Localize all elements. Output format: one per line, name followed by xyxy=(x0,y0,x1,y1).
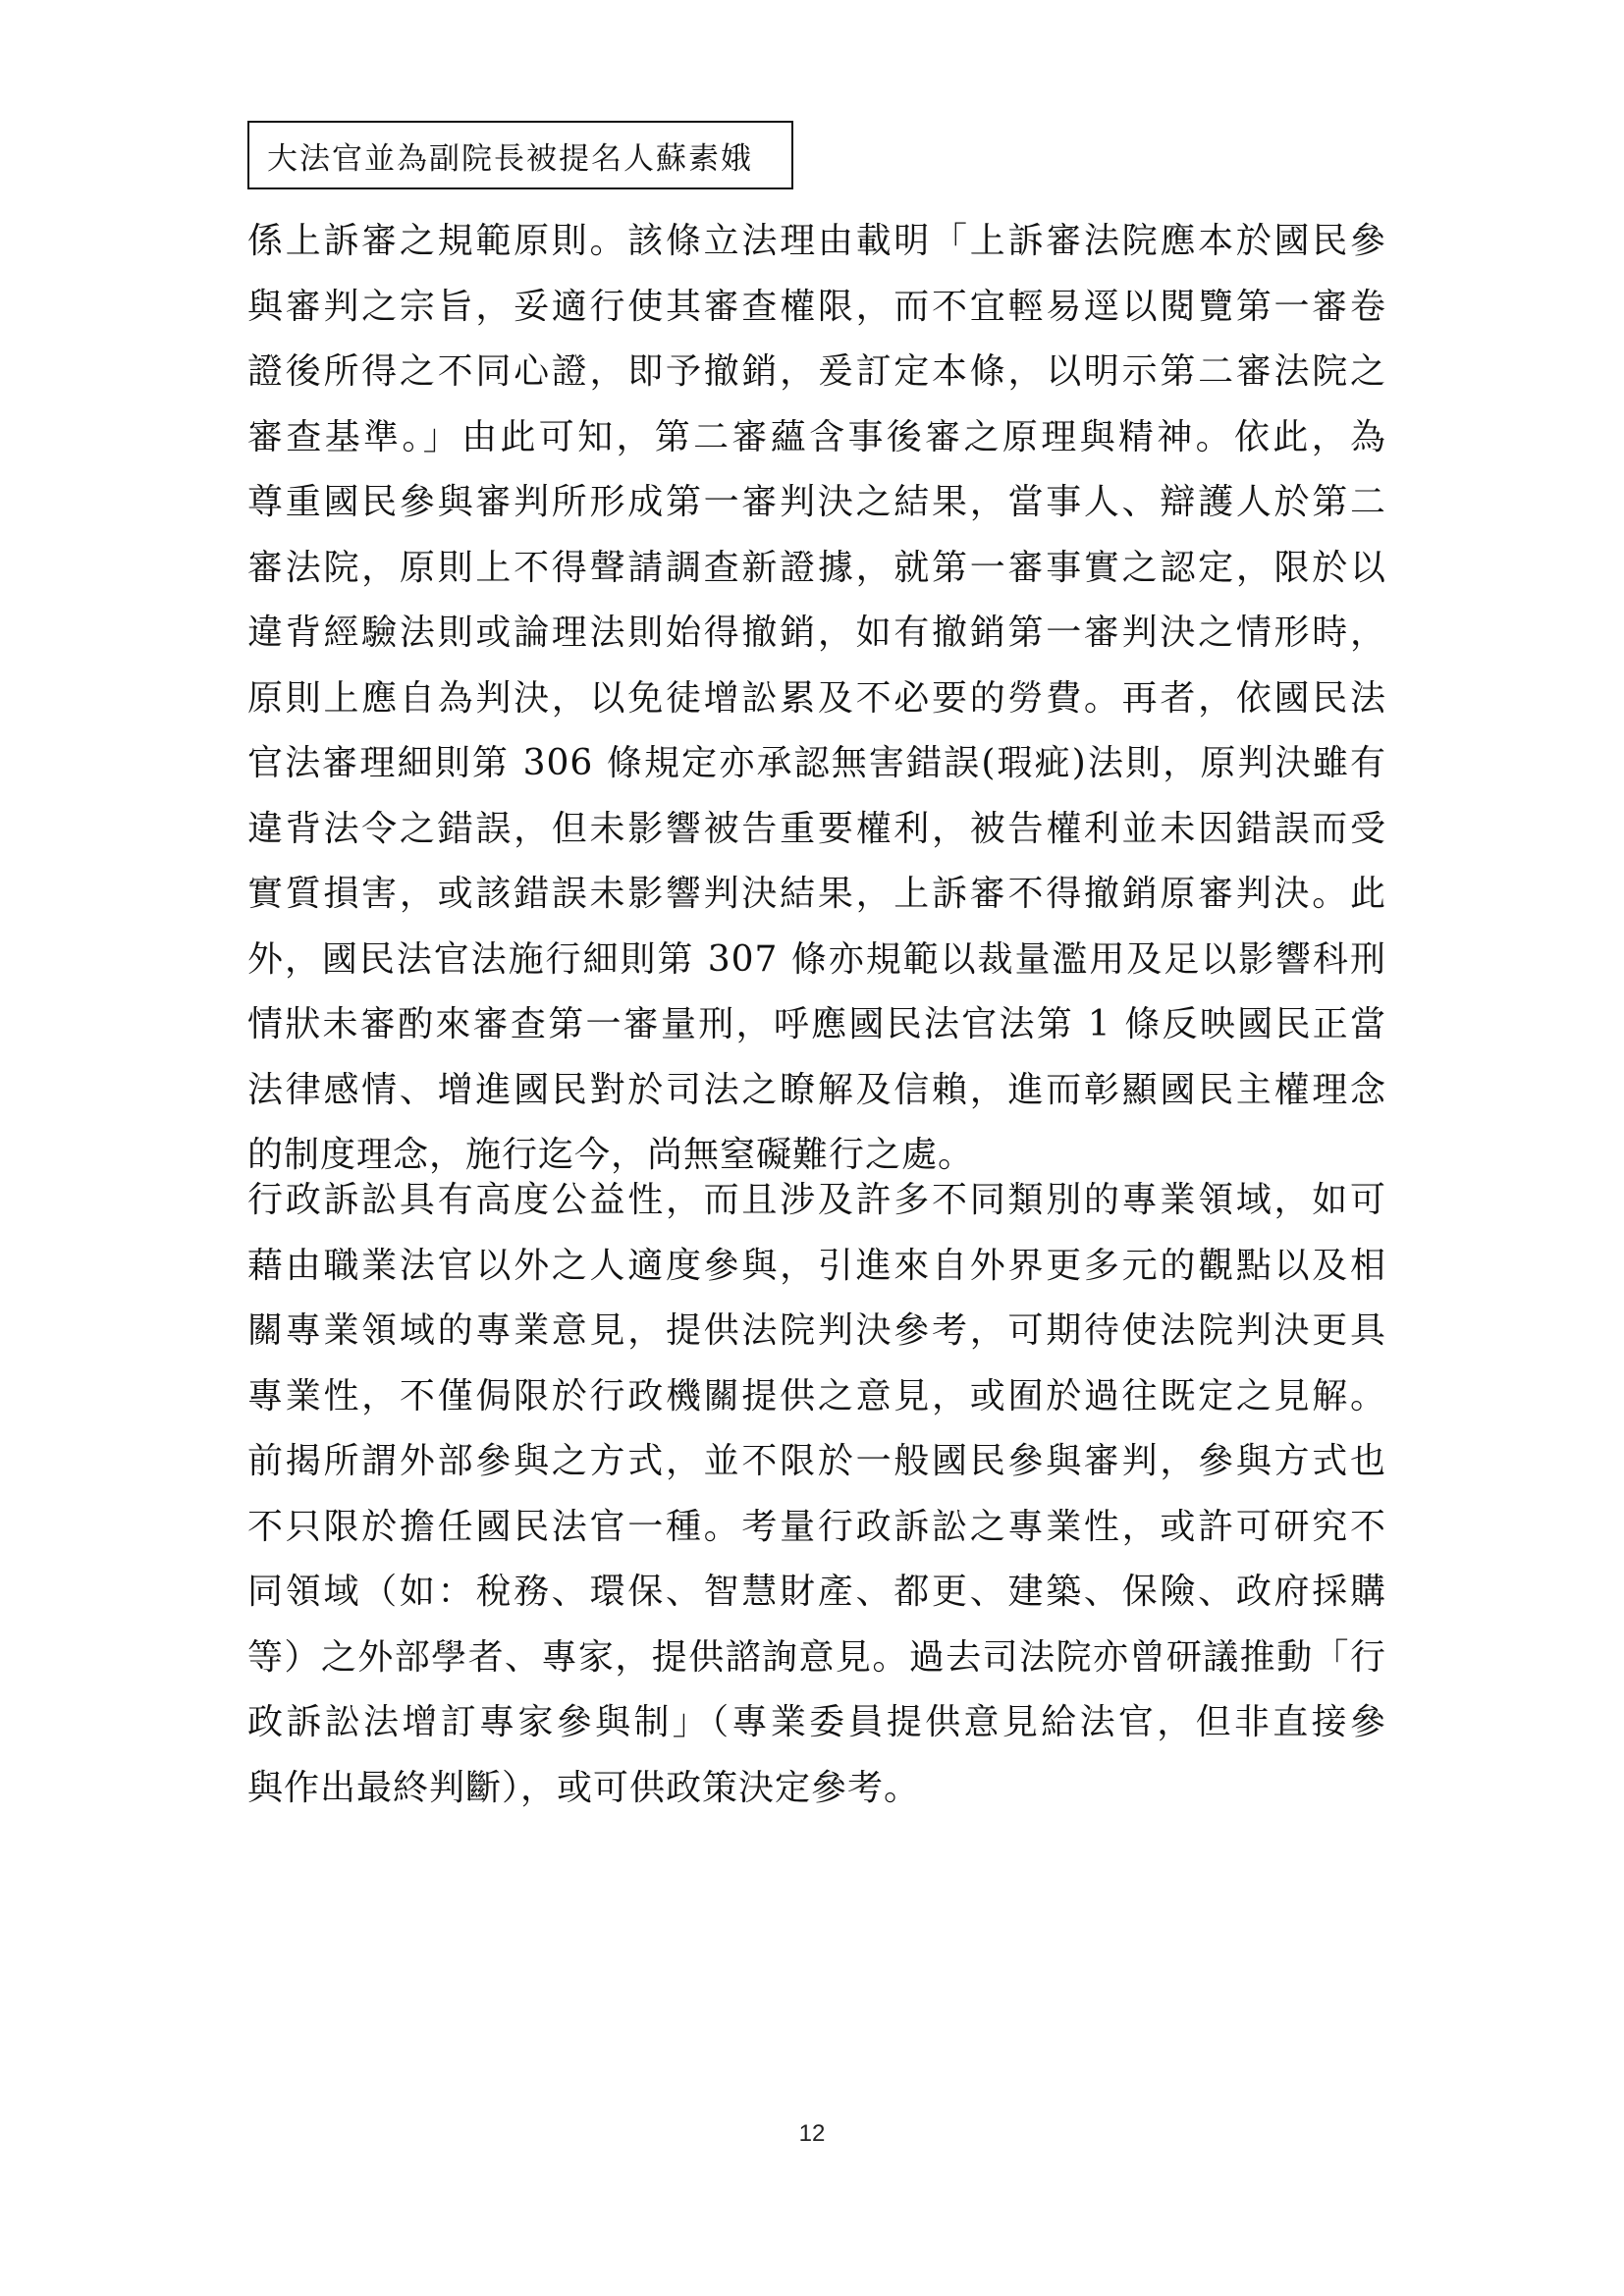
paragraph-line: 政訴訟法增訂專家參與制」（專業委員提供意見給法官，但非直接參 xyxy=(247,1702,1386,1742)
paragraph-line: 的制度理念，施行迄今，尚無窒礙難行之處。 xyxy=(247,1135,975,1175)
paragraph-line: 審查基準。」由此可知，第二審蘊含事後審之原理與精神。依此，為 xyxy=(247,416,1386,457)
paragraph-line: 關專業領域的專業意見，提供法院判決參考，可期待使法院判決更具 xyxy=(247,1310,1386,1351)
paragraph-line: 官法審理細則第 306 條規定亦承認無害錯誤(瑕疵)法則，原判決雖有 xyxy=(247,743,1386,783)
nominee-header-label: 大法官並為副院長被提名人蘇素娥 xyxy=(267,140,753,177)
paragraph-line: 與作出最終判斷），或可供政策決定參考。 xyxy=(247,1767,921,1808)
paragraph-line: 尊重國民參與審判所形成第一審判決之結果，當事人、辯護人於第二 xyxy=(247,482,1386,522)
paragraph-line: 係上訴審之規範原則。該條立法理由載明「上訴審法院應本於國民參 xyxy=(247,221,1386,261)
paragraph-line: 原則上應自為判決，以免徒增訟累及不必要的勞費。再者，依國民法 xyxy=(247,677,1386,719)
paragraph-line: 違背經驗法則或論理法則始得撤銷，如有撤銷第一審判決之情形時， xyxy=(247,613,1386,653)
paragraph-line: 等）之外部學者、專家，提供諮詢意見。過去司法院亦曾研議推動「行 xyxy=(247,1636,1386,1678)
page-number: 12 xyxy=(798,2120,826,2147)
paragraph-line: 法律感情、增進國民對於司法之瞭解及信賴，進而彰顯國民主權理念 xyxy=(247,1069,1386,1110)
paragraph-line: 違背法令之錯誤，但未影響被告重要權利，被告權利並未因錯誤而受 xyxy=(247,808,1386,849)
paragraph-1 xyxy=(247,209,1386,1189)
paragraph-line: 證後所得之不同心證，即予撤銷，爰訂定本條，以明示第二審法院之 xyxy=(247,351,1386,392)
paragraph-line: 與審判之宗旨，妥適行使其審查權限，而不宜輕易逕以閱覽第一審卷 xyxy=(247,286,1386,327)
paragraph-line: 外，國民法官法施行細則第 307 條亦規範以裁量濫用及足以影響科刑 xyxy=(247,938,1386,980)
paragraph-2 xyxy=(247,1168,1386,1821)
paragraph-line: 同領域（如：稅務、環保、智慧財產、都更、建築、保險、政府採購 xyxy=(247,1572,1386,1612)
paragraph-line: 不只限於擔任國民法官一種。考量行政訴訟之專業性，或許可研究不 xyxy=(247,1506,1386,1547)
paragraph-line: 前揭所謂外部參與之方式，並不限於一般國民參與審判，參與方式也 xyxy=(247,1441,1386,1481)
paragraph-line: 審法院，原則上不得聲請調查新證據，就第一審事實之認定，限於以 xyxy=(247,547,1386,588)
nominee-header-box xyxy=(247,121,793,189)
paragraph-line: 專業性，不僅侷限於行政機關提供之意見，或囿於過往既定之見解。 xyxy=(247,1375,1386,1416)
paragraph-line: 情狀未審酌來審查第一審量刑，呼應國民法官法第 1 條反映國民正當 xyxy=(247,1004,1386,1044)
paragraph-line: 行政訴訟具有高度公益性，而且涉及許多不同類別的專業領域，如可 xyxy=(247,1180,1386,1220)
paragraph-line: 藉由職業法官以外之人適度參與，引進來自外界更多元的觀點以及相 xyxy=(247,1245,1386,1286)
paragraph-line: 實質損害，或該錯誤未影響判決結果，上訴審不得撤銷原審判決。此 xyxy=(247,874,1386,914)
